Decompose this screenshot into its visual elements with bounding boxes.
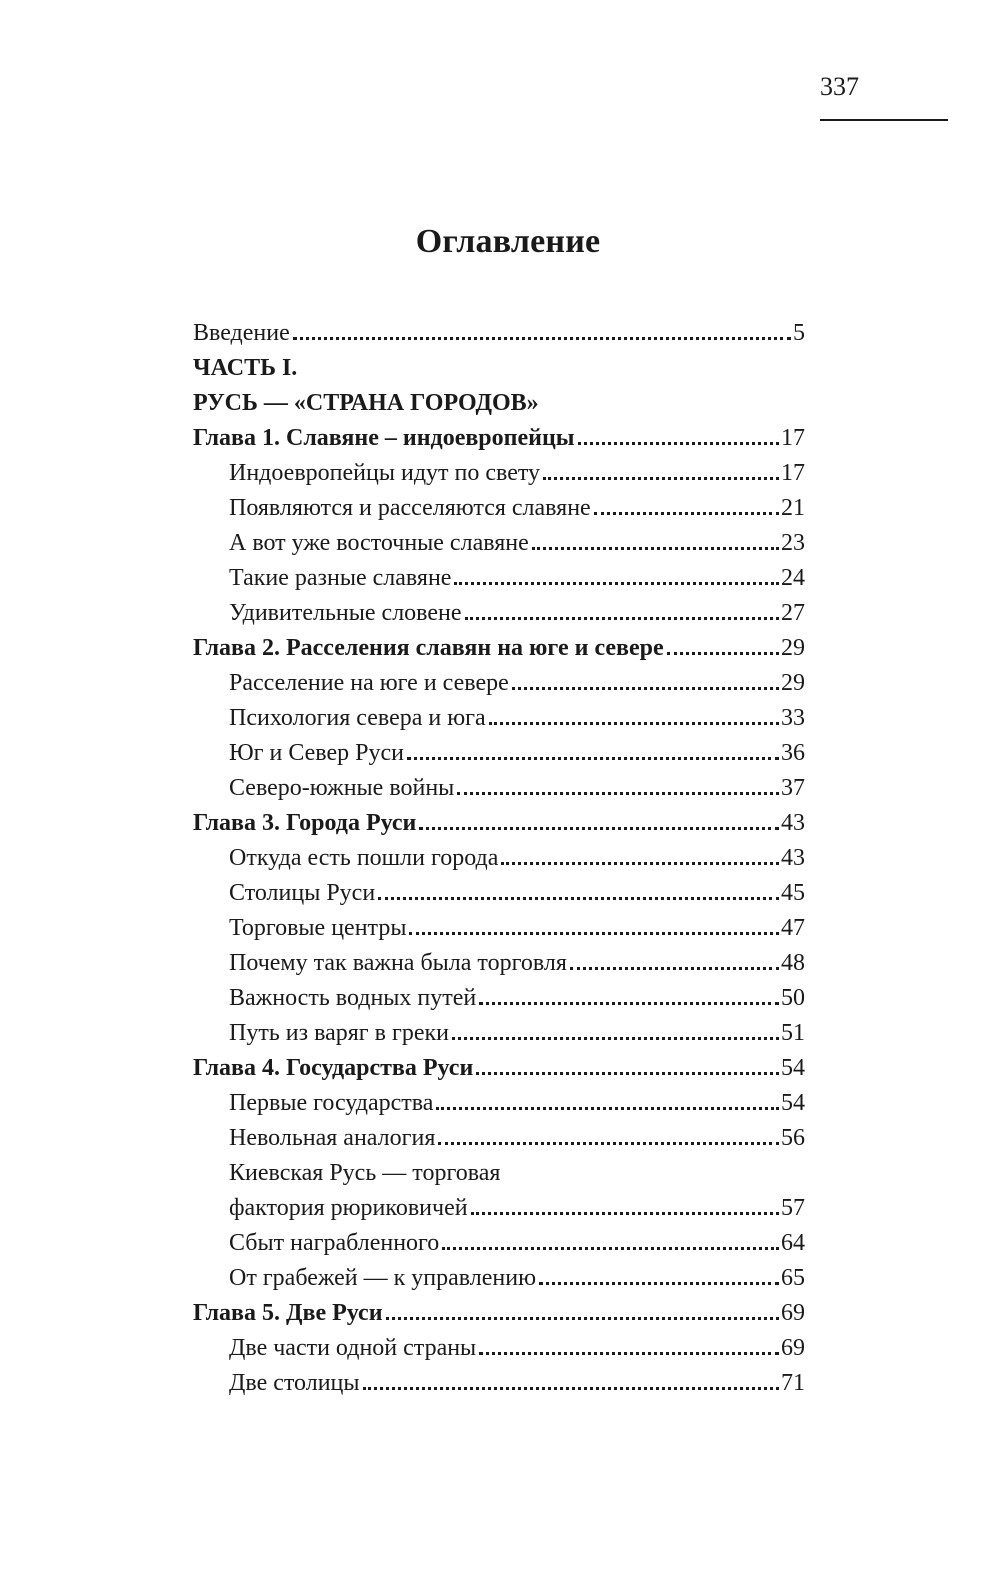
dot-leader (363, 1387, 779, 1390)
dot-leader (667, 652, 779, 655)
toc-page-number: 48 (781, 950, 805, 976)
toc-entry-label: Такие разные славяне (229, 565, 452, 591)
dot-leader (454, 582, 779, 585)
toc-page-number: 54 (781, 1090, 805, 1116)
toc-page-number: 69 (781, 1335, 805, 1361)
toc-entry-label: фактория рюриковичей (229, 1195, 468, 1221)
dot-leader (489, 722, 779, 725)
dot-leader (438, 1142, 779, 1145)
toc-subsection[interactable] (193, 1258, 805, 1293)
toc-entry-label: Северо-южные войны (229, 775, 455, 801)
toc-page-number: 37 (781, 775, 805, 801)
toc-page-number: 71 (781, 1370, 805, 1396)
toc-entry-label: Киевская Русь — торговая (229, 1160, 501, 1186)
toc-entry-label: Удивительные словене (229, 600, 462, 626)
toc-subsection[interactable] (193, 873, 805, 908)
toc-chapter[interactable] (193, 803, 805, 838)
toc-page-number: 57 (781, 1195, 805, 1221)
toc-entry[interactable] (193, 313, 805, 348)
toc-page-number: 64 (781, 1230, 805, 1256)
toc-subsection[interactable] (193, 908, 805, 943)
toc-entry-label: Глава 4. Государства Руси (193, 1055, 474, 1081)
dot-leader (471, 1212, 779, 1215)
toc-entry-label: Сбыт награбленного (229, 1230, 440, 1256)
toc-part-heading[interactable] (193, 383, 805, 418)
dot-leader (452, 1037, 779, 1040)
toc-page-number: 43 (781, 810, 805, 836)
toc-entry-label: От грабежей — к управлению (229, 1265, 537, 1291)
toc-subsection[interactable] (193, 978, 805, 1013)
toc-subsection[interactable] (193, 558, 805, 593)
toc-chapter[interactable] (193, 1048, 805, 1083)
toc-entry-label: ЧАСТЬ I. (193, 355, 298, 381)
dot-leader (512, 687, 779, 690)
toc-page-number: 17 (781, 460, 805, 486)
toc-subsection[interactable] (193, 1013, 805, 1048)
toc-entry-label: Важность водных путей (229, 985, 477, 1011)
dot-leader (386, 1317, 779, 1320)
dot-leader (501, 862, 779, 865)
toc-page-number: 24 (781, 565, 805, 591)
toc-page-number: 65 (781, 1265, 805, 1291)
page-number: 337 (820, 72, 859, 101)
toc-chapter[interactable] (193, 1293, 805, 1328)
dot-leader (594, 512, 779, 515)
toc-part-heading[interactable] (193, 348, 805, 383)
toc-page-number: 33 (781, 705, 805, 731)
dot-leader (457, 792, 779, 795)
toc-subsection[interactable] (193, 663, 805, 698)
toc-entry-label: Глава 1. Славяне – индоевропейцы (193, 425, 575, 451)
toc-subsection[interactable] (193, 1223, 805, 1258)
dot-leader (293, 337, 791, 340)
dot-leader (378, 897, 779, 900)
toc-entry-label: Введение (193, 320, 290, 346)
toc-subsection[interactable] (193, 593, 805, 628)
toc-entry-label: Психология севера и юга (229, 705, 486, 731)
dot-leader (543, 477, 779, 480)
toc-subsection[interactable] (193, 1153, 805, 1188)
toc-entry-label: Юг и Север Руси (229, 740, 404, 766)
toc-entry-label: Столицы Руси (229, 880, 376, 906)
toc-entry-label: РУСЬ — «СТРАНА ГОРОДОВ» (193, 390, 539, 416)
header-rule (820, 119, 948, 121)
toc-entry-label: Расселение на юге и севере (229, 670, 509, 696)
toc-subsection[interactable] (193, 768, 805, 803)
toc-entry-label: Первые государства (229, 1090, 434, 1116)
dot-leader (465, 617, 779, 620)
dot-leader (532, 547, 779, 550)
toc-entry-label: Почему так важна была торговля (229, 950, 567, 976)
dot-leader (436, 1107, 779, 1110)
toc-subsection[interactable] (193, 733, 805, 768)
toc-subsection[interactable] (193, 1083, 805, 1118)
toc-subsection[interactable] (193, 943, 805, 978)
toc-chapter[interactable] (193, 418, 805, 453)
toc-page-number: 21 (781, 495, 805, 521)
toc-page-number: 5 (793, 320, 805, 346)
toc-subsection[interactable] (193, 1118, 805, 1153)
toc-entry-label: Торговые центры (229, 915, 407, 941)
page-title: Оглавление (415, 223, 601, 260)
toc-subsection[interactable] (193, 1363, 805, 1398)
toc-page-number: 56 (781, 1125, 805, 1151)
toc-page-number: 51 (781, 1020, 805, 1046)
dot-leader (407, 757, 779, 760)
toc-page-number: 50 (781, 985, 805, 1011)
toc-page-number: 17 (781, 425, 805, 451)
toc-entry-label: Индоевропейцы идут по свету (229, 460, 541, 486)
toc-entry-label: А вот уже восточные славяне (229, 530, 529, 556)
toc-page-number: 45 (781, 880, 805, 906)
toc-chapter[interactable] (193, 628, 805, 663)
toc-page-number: 29 (781, 670, 805, 696)
toc-subsection[interactable] (193, 838, 805, 873)
toc-page-number: 43 (781, 845, 805, 871)
toc-entry-label: Глава 2. Расселения славян на юге и севере (193, 635, 664, 661)
dot-leader (442, 1247, 779, 1250)
toc-page-number: 29 (781, 635, 805, 661)
table-of-contents (193, 313, 805, 1398)
toc-page-number: 36 (781, 740, 805, 766)
toc-entry-label: Откуда есть пошли города (229, 845, 499, 871)
toc-entry-label: Путь из варяг в греки (229, 1020, 449, 1046)
toc-page-number: 54 (781, 1055, 805, 1081)
toc-page-number: 27 (781, 600, 805, 626)
toc-page-number: 69 (781, 1300, 805, 1326)
toc-subsection[interactable] (193, 488, 805, 523)
toc-page-number: 47 (781, 915, 805, 941)
toc-entry-label: Невольная аналогия (229, 1125, 436, 1151)
dot-leader (578, 442, 779, 445)
toc-subsection[interactable] (193, 523, 805, 558)
dot-leader (479, 1002, 779, 1005)
dot-leader (570, 967, 779, 970)
dot-leader (539, 1282, 779, 1285)
dot-leader (476, 1072, 779, 1075)
toc-entry-label: Появляются и расселяются славяне (229, 495, 591, 521)
toc-entry-label: Две части одной страны (229, 1335, 477, 1361)
dot-leader (479, 1352, 779, 1355)
dot-leader (409, 932, 779, 935)
toc-page-number: 23 (781, 530, 805, 556)
toc-subsection[interactable] (193, 698, 805, 733)
toc-entry-label: Глава 3. Города Руси (193, 810, 417, 836)
toc-subsection[interactable] (193, 1188, 805, 1223)
toc-subsection[interactable] (193, 1328, 805, 1363)
dot-leader (419, 827, 779, 830)
toc-subsection[interactable] (193, 453, 805, 488)
toc-entry-label: Глава 5. Две Руси (193, 1300, 383, 1326)
toc-entry-label: Две столицы (229, 1370, 360, 1396)
